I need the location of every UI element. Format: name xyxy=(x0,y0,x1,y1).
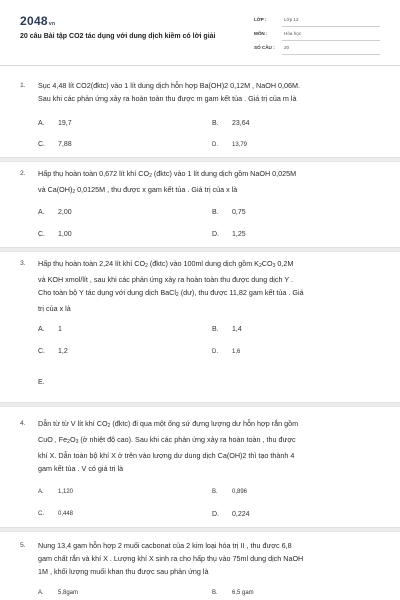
question-text xyxy=(38,417,384,475)
option-label: C. xyxy=(38,511,44,517)
option-label: B. xyxy=(212,326,219,333)
option-value: 6,5 gam xyxy=(232,590,254,596)
option-value: 1,25 xyxy=(232,231,246,238)
meta-grade-label: LỚP : xyxy=(254,17,267,22)
option-label: A. xyxy=(38,120,45,127)
logo-text: 2048 xyxy=(20,14,48,28)
option-label: D. xyxy=(212,511,219,518)
question-number: 5. xyxy=(20,542,26,549)
question-separator xyxy=(0,527,400,532)
option-value: 0,224 xyxy=(232,511,250,518)
option-value: 1,2 xyxy=(58,348,68,355)
option-label: A. xyxy=(38,326,45,333)
logo-suffix: vn xyxy=(48,21,56,27)
option-label: D. xyxy=(212,231,219,238)
document-header xyxy=(0,0,400,66)
question-line: Cho toàn bộ Y tác dụng với dung dịch BaCl$_2$ (dư), thu được 11,82 gam kết tủa . Giá xyxy=(38,288,304,298)
option-value: 1,4 xyxy=(232,326,242,333)
meta-subject-label: MÔN : xyxy=(254,31,268,36)
option-label: B. xyxy=(212,120,219,127)
question-number: 3. xyxy=(20,260,26,267)
option-value: 5,8gam xyxy=(58,590,79,596)
option-value: 0,896 xyxy=(232,489,248,495)
option-value: 23,64 xyxy=(232,120,250,127)
option-value: 1,6 xyxy=(232,349,241,355)
question-line: Hấp thụ hoàn toàn 2,24 lít khí $CO_2$ (đktc) vào 100ml dung dịch gồm $K_2CO_3$ 0,2M xyxy=(38,259,294,269)
option-label: B. xyxy=(212,489,218,495)
option-label: E. xyxy=(38,379,45,386)
option-label: A. xyxy=(38,209,45,216)
option-value: 1,120 xyxy=(58,489,74,495)
meta-grade-underline xyxy=(282,26,380,27)
option-label: B. xyxy=(212,209,219,216)
document-title: 20 câu Bài tập CO2 tác dụng với dung dịch kiềm có lời giải xyxy=(20,33,216,40)
question-number: 1. xyxy=(20,82,26,89)
option-value: 7,88 xyxy=(58,141,72,148)
option-label: A. xyxy=(38,590,44,596)
option-value: 2,00 xyxy=(58,209,72,216)
question-line: Sục 4,48 lít CO2(đktc) vào 1 lít dung dịch hỗn hợp Ba(OH)2 0,12M , NaOH 0,06M. xyxy=(38,81,300,90)
question-line: và $Ca(OH)_2$ 0,0125M , thu được x gam kết tủa . Giá trị của x là xyxy=(38,185,238,195)
meta-count-underline xyxy=(282,54,380,55)
question-line: và KOH xmol/lít , sau khi các phản ứng xảy ra hoàn toàn thu được dung dịch Y . xyxy=(38,275,293,284)
question-line: CuO , $Fe_2O_3$ (ở nhiệt độ cao). Sau khi các phản ứng xảy ra hoàn toàn , thu được xyxy=(38,435,296,445)
question-text xyxy=(38,539,384,578)
option-value: 1 xyxy=(58,326,62,333)
meta-grade-value: Lớp 12 xyxy=(284,17,299,22)
option-value: 13,79 xyxy=(232,142,248,148)
option-value: 0,75 xyxy=(232,209,246,216)
option-value: 0,448 xyxy=(58,511,74,517)
question-number: 2. xyxy=(20,170,26,177)
question-text xyxy=(38,257,384,315)
question-text xyxy=(38,167,384,199)
question-separator xyxy=(0,157,400,162)
option-label: C. xyxy=(38,231,45,238)
option-label: A. xyxy=(38,489,44,495)
question-line: 1M , khối lượng muối khan thu được sau phản ứng là xyxy=(38,567,209,576)
question-line: gam chất rắn và khí X . Lượng khí X sinh ra cho hấp thụ vào 75ml dung dịch NaOH xyxy=(38,554,304,563)
option-label: C. xyxy=(38,348,45,355)
meta-subject-value: Hóa học xyxy=(284,31,302,36)
question-line: khí X. Dẫn toàn bộ khí X ở trên vào lượng dư dung dịch Ca(OH)2 thì tạo thành 4 xyxy=(38,451,295,460)
option-label: C. xyxy=(38,141,45,148)
question-line: Dẫn từ từ V lít khí $CO_2$ (đktc) đi qua một ống sứ đựng lượng dư hỗn hợp rắn gồm xyxy=(38,419,299,429)
question-line: gam kết tủa . V có giá trị là xyxy=(38,464,124,473)
meta-count-label: SỐ CÂU : xyxy=(254,45,275,50)
question-line: Hấp thụ hoàn toàn 0,672 lít khí $CO_2$ (đktc) vào 1 lít dung dịch gồm NaOH 0,025M xyxy=(38,169,297,179)
question-number: 4. xyxy=(20,420,26,427)
question-separator xyxy=(0,402,400,407)
question-line: Sau khi các phản ứng xảy ra hoàn toàn thu được m gam kết tủa . Giá trị của m là xyxy=(38,94,297,103)
meta-subject-underline xyxy=(282,40,380,41)
question-line: Nung 13,4 gam hỗn hợp 2 muối cacbonat của 2 kim loại hóa trị II , thu được 6,8 xyxy=(38,541,292,550)
meta-count-value: 20 xyxy=(284,45,290,50)
option-value: 1,00 xyxy=(58,231,72,238)
question-line: trị của x là xyxy=(38,304,71,313)
question-text xyxy=(38,79,384,105)
site-logo[interactable] xyxy=(20,14,55,28)
option-value: 19,7 xyxy=(58,120,72,127)
option-label: D. xyxy=(212,142,218,148)
question-separator xyxy=(0,247,400,252)
option-label: D. xyxy=(212,349,218,355)
option-label: B. xyxy=(212,590,218,596)
